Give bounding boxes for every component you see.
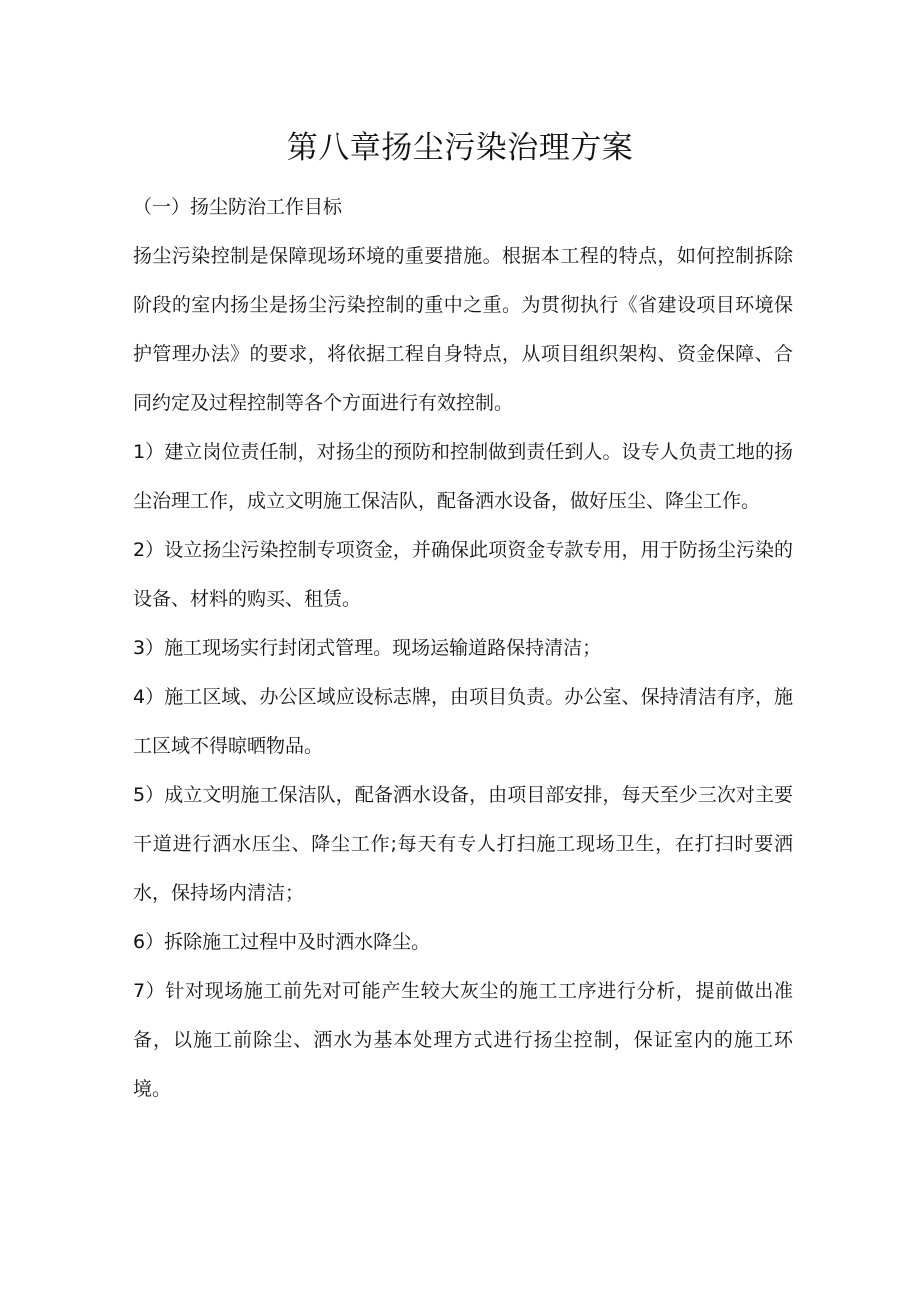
list-item: 4）施工区域、办公区域应设标志牌，由项目负责。办公室、保持清洁有序，施工区域不得晾晒物品。 (133, 686, 793, 757)
list-item: 3）施工现场实行封闭式管理。现场运输道路保持清洁； (133, 637, 602, 659)
list-item: 7）针对现场施工前先对可能产生较大灰尘的施工工序进行分析，提前做出准备，以施工前除尘、洒水为基本处理方式进行扬尘控制，保证室内的施工环境。 (133, 980, 793, 1100)
section-heading: （一）扬尘防治工作目标 (133, 196, 343, 218)
intro-paragraph: 扬尘污染控制是保障现场环境的重要措施。根据本工程的特点，如何控制拆除阶段的室内扬尘是扬尘污染控制的重中之重。为贯彻执行《省建设项目环境保护管理办法》的要求，将依据工程自身特点，从项目组织架构、资金保障、合同约定及过程控制等各个方面进行有效控制。 (133, 245, 793, 414)
page-title: 第八章扬尘污染治理方案 (286, 130, 634, 166)
list-item: 6）拆除施工过程中及时洒水降尘。 (133, 931, 431, 953)
document-body (133, 183, 793, 1114)
list-item: 2）设立扬尘污染控制专项资金，并确保此项资金专款专用，用于防扬尘污染的设备、材料的购买、租赁。 (133, 539, 793, 610)
list-item: 5）成立文明施工保洁队，配备洒水设备，由项目部安排，每天至少三次对主要干道进行洒水压尘、降尘工作;每天有专人打扫施工现场卫生，在打扫时要洒水，保持场内清洁； (133, 784, 793, 904)
list-item: 1）建立岗位责任制，对扬尘的预防和控制做到责任到人。设专人负责工地的扬尘治理工作，成立文明施工保洁队，配备洒水设备，做好压尘、降尘工作。 (133, 441, 793, 512)
